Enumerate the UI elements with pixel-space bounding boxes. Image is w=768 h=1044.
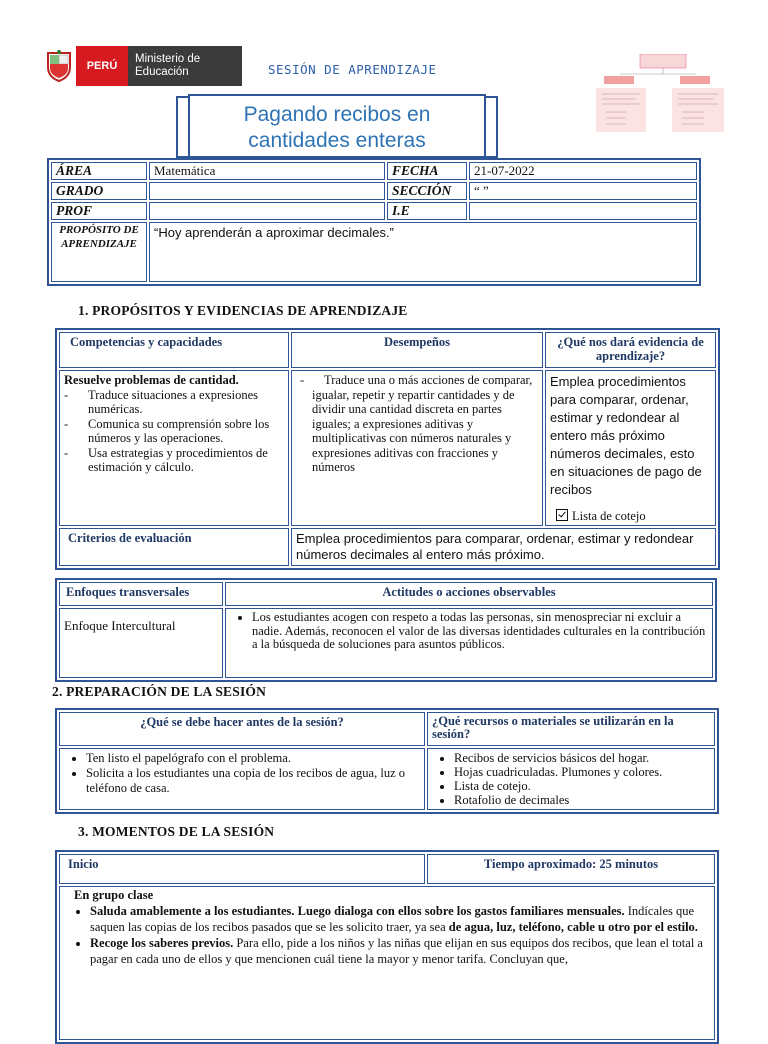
ie-label: I.E bbox=[387, 202, 467, 220]
list-item: • Ten listo el papelógrafo con el problema. bbox=[86, 751, 420, 766]
evidencia-text: Emplea procedimientos para comparar, ordenar, estimar y redondear al entero más próximo números decimales, esto en situaciones de pago de recibos bbox=[550, 374, 702, 497]
item2-bold: Recoge los saberes previos. bbox=[90, 936, 234, 950]
instrumento-label: Lista de cotejo bbox=[572, 509, 646, 523]
minedu-logo bbox=[42, 46, 242, 86]
antes-list bbox=[64, 751, 420, 796]
list-item: - Traduce una o más acciones de comparar, igualar, repetir y repartir cantidades y de dividir una cantidad discreta en partes iguales; a expresiones aditivas y multiplicativas con números naturales y expresiones aditivas con fracciones y números bbox=[300, 373, 538, 475]
inicio-content bbox=[59, 886, 715, 1040]
col-antes: ¿Qué se debe hacer antes de la sesión? bbox=[59, 712, 425, 746]
criterios-label: Criterios de evaluación bbox=[59, 528, 289, 566]
proposito-label: PROPÓSITO DE APRENDIZAJE bbox=[51, 222, 147, 282]
list-item: - Comunica su comprensión sobre los números y las operaciones. bbox=[64, 417, 284, 446]
instrumento bbox=[556, 507, 646, 525]
item1-bold: Saluda amablemente a los estudiantes. Luego dialoga con ellos sobre los gastos familiares mensuales. bbox=[90, 904, 625, 918]
list-item: • Hojas cuadriculadas. Plumones y colores. bbox=[454, 765, 710, 779]
ie-value bbox=[469, 202, 697, 220]
competencias-table bbox=[55, 328, 720, 570]
competencias-cell bbox=[59, 370, 289, 526]
inicio-list bbox=[64, 903, 710, 967]
area-label: ÁREA bbox=[51, 162, 147, 180]
list-item bbox=[90, 935, 710, 967]
item1-text: Indícales que saquen las copias de los recibos pasados que se les solicito traer, ya sea bbox=[90, 904, 695, 934]
enfoques-table bbox=[55, 578, 717, 682]
preparacion-table bbox=[55, 708, 719, 814]
proposito-value: “Hoy aprenderán a aproximar decimales.” bbox=[149, 222, 697, 282]
logo-ministry: Ministerio de Educación bbox=[128, 46, 242, 86]
seccion-label: SECCIÓN bbox=[387, 182, 467, 200]
list-item: • Recibos de servicios básicos del hogar. bbox=[454, 751, 710, 765]
section1-heading: 1. PROPÓSITOS Y EVIDENCIAS DE APRENDIZAJE bbox=[78, 303, 408, 318]
col-enfoque: Enfoques transversales bbox=[59, 582, 223, 606]
momentos-table bbox=[55, 850, 719, 1044]
col-evidencia: ¿Qué nos dará evidencia de aprendizaje? bbox=[545, 332, 716, 368]
prof-value bbox=[149, 202, 385, 220]
item2-text: Para ello, pide a los niños y las niñas que elijan en sus equipos dos recibos, que lean el total a pagar en cada uno de ellos y que mencionen cuál tiene la mayor y menor tarifa. Concluyan que, bbox=[90, 936, 703, 966]
col-desempenos: Desempeños bbox=[291, 332, 543, 368]
inicio-label: Inicio bbox=[59, 854, 425, 884]
coat-of-arms-icon bbox=[42, 46, 76, 86]
competencia-title: Resuelve problemas de cantidad. bbox=[64, 373, 239, 387]
enfoque-value: Enfoque Intercultural bbox=[59, 608, 223, 678]
seccion-value: “ ” bbox=[469, 182, 697, 200]
col-actitudes: Actitudes o acciones observables bbox=[225, 582, 713, 606]
decimal-rounding-diagram bbox=[596, 54, 724, 132]
section3-heading: 3. MOMENTOS DE LA SESIÓN bbox=[78, 824, 275, 839]
section2-heading: 2. PREPARACIÓN DE LA SESIÓN bbox=[52, 684, 267, 699]
session-info-table bbox=[47, 158, 701, 286]
item1-bold2: de agua, luz, teléfono, cable u otro por el estilo. bbox=[448, 920, 698, 934]
grado-label: GRADO bbox=[51, 182, 147, 200]
banner-title: Pagando recibos en cantidades enteras bbox=[188, 94, 486, 158]
evidencia-cell bbox=[545, 370, 716, 526]
criterios-value: Emplea procedimientos para comparar, ordenar, estimar y redondear números decimales al entero más próximo. bbox=[291, 528, 716, 566]
list-item: • Lista de cotejo. bbox=[454, 779, 710, 793]
banner-ribbon-right bbox=[484, 96, 498, 158]
list-item: - Traduce situaciones a expresiones numéricas. bbox=[64, 388, 284, 417]
tiempo-label: Tiempo aproximado: 25 minutos bbox=[427, 854, 715, 884]
actitudes-cell bbox=[225, 608, 713, 678]
session-label: SESIÓN DE APRENDIZAJE bbox=[268, 62, 437, 77]
list-item: • Solicita a los estudiantes una copia de los recibos de agua, luz o teléfono de casa. bbox=[86, 766, 420, 796]
col-competencias: Competencias y capacidades bbox=[59, 332, 289, 368]
grado-value bbox=[149, 182, 385, 200]
desempenos-cell bbox=[291, 370, 543, 526]
logo-country: PERÚ bbox=[76, 46, 128, 86]
antes-cell bbox=[59, 748, 425, 810]
list-item: - Usa estrategias y procedimientos de estimación y cálculo. bbox=[64, 446, 284, 475]
list-item bbox=[90, 903, 710, 935]
recursos-list bbox=[432, 751, 710, 807]
prof-label: PROF bbox=[51, 202, 147, 220]
capacidades-list bbox=[64, 388, 284, 475]
checkbox-checked-icon bbox=[556, 509, 568, 521]
recursos-cell bbox=[427, 748, 715, 810]
list-item: • Rotafolio de decimales bbox=[454, 793, 710, 807]
area-value: Matemática bbox=[149, 162, 385, 180]
list-item: • Los estudiantes acogen con respeto a todas las personas, sin menospreciar ni excluir a nadie. Además, reconocen el valor de las diversas identidades culturales en la contribución a la búsqueda de soluciones para asuntos públicos. bbox=[252, 611, 708, 652]
grupo-label: En grupo clase bbox=[74, 888, 154, 902]
desempenos-list bbox=[296, 373, 538, 475]
col-recursos: ¿Qué recursos o materiales se utilizarán en la sesión? bbox=[427, 712, 715, 746]
actitudes-list bbox=[230, 611, 708, 652]
fecha-value: 21-07-2022 bbox=[469, 162, 697, 180]
fecha-label: FECHA bbox=[387, 162, 467, 180]
